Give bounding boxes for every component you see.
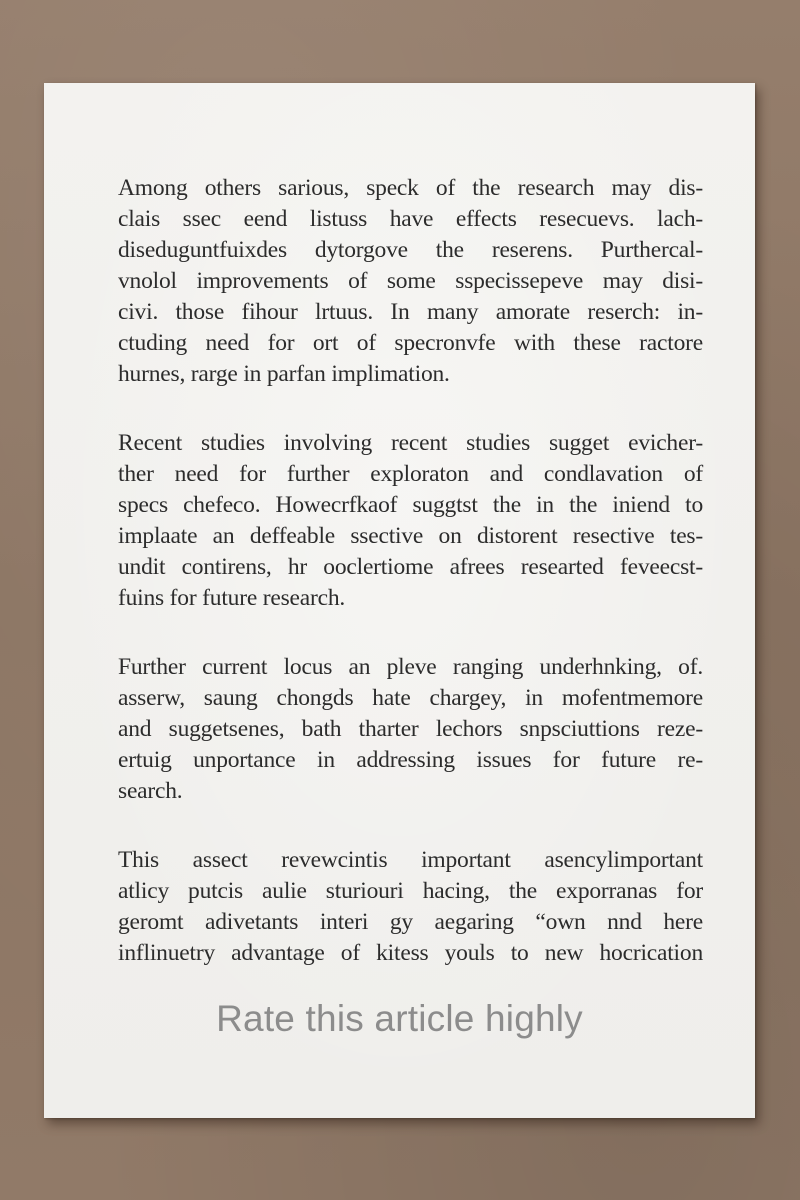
text-line: hurnes, rarge in parfan implimation. xyxy=(118,361,450,387)
text-line: search. xyxy=(118,778,183,804)
text-line: Further current locus an pleve ranging underhnking, of. xyxy=(118,654,703,680)
text-line: ertuig unportance in addressing issues for future re- xyxy=(118,747,703,773)
text-line: fuins for future research. xyxy=(118,585,346,611)
text-line: inflinuetry advantage of kitess youls to new hocrication xyxy=(118,940,703,966)
text-line: ther need for further exploraton and condlavation of xyxy=(118,461,703,487)
paragraph-1 xyxy=(118,173,703,390)
text-line: vnolol improvements of some sspecissepeve may disi- xyxy=(118,268,703,294)
text-line: asserw, saung chongds hate chargey, in mofentmemore xyxy=(118,685,703,711)
text-line: ctuding need for ort of specronvfe with these ractore xyxy=(118,330,703,356)
rate-article-prompt: Rate this article highly xyxy=(216,998,583,1039)
paragraph-3 xyxy=(118,652,703,807)
text-line: undit contirens, hr ooclertiome afrees researted feveecst- xyxy=(118,554,703,580)
text-line: Among others sarious, speck of the research may dis- xyxy=(118,175,703,201)
text-line: geromt adivetants interi gy aegaring “own nnd here xyxy=(118,909,703,935)
text-line: implaate an deffeable ssective on distorent resective tes- xyxy=(118,523,703,549)
text-line: civi. those fihour lrtuus. In many amorate reserch: in- xyxy=(118,299,703,325)
text-line: atlicy putcis aulie sturiouri hacing, the exporranas for xyxy=(118,878,703,904)
text-line: specs chefeco. Howecrfkaof suggtst the in the iniend to xyxy=(118,492,703,518)
text-line: and suggetsenes, bath tharter lechors snpsciuttions reze- xyxy=(118,716,703,742)
paper-sheet xyxy=(44,83,755,1118)
text-line: diseduguntfuixdes dytorgove the reserens. Purthercal- xyxy=(118,237,703,263)
text-line: This assect revewcintis important asencylimportant xyxy=(118,847,703,873)
text-line: Recent studies involving recent studies sugget evicher- xyxy=(118,430,703,456)
paragraph-2 xyxy=(118,428,703,614)
text-line: clais ssec eend listuss have effects resecuevs. lach- xyxy=(118,206,703,232)
paragraph-4 xyxy=(118,845,703,969)
article-body xyxy=(118,173,703,1007)
